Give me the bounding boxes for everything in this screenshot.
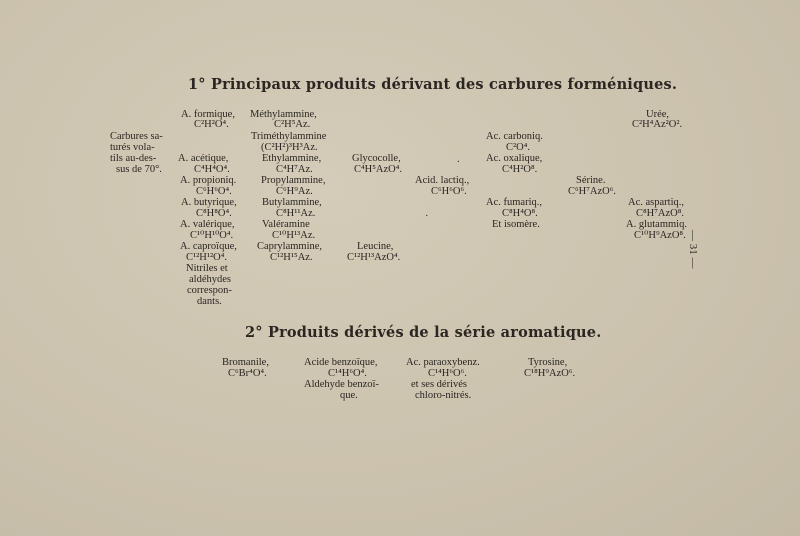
amine-valer-name: Valéramine bbox=[262, 219, 310, 230]
amine-propyl-name: Propylammine, bbox=[261, 175, 326, 186]
lactiq-formula: C⁶H⁶O⁶. bbox=[431, 186, 467, 197]
acid-valerique-name: A. valérique, bbox=[180, 219, 235, 230]
glycocolle-formula: C⁴H⁵AzO⁴. bbox=[354, 164, 403, 175]
aldehyde-benzoique-line-2: que. bbox=[340, 390, 358, 401]
amine-methyl-formula: C²H⁵Az. bbox=[274, 119, 311, 130]
benzoique-formula: C¹⁴H⁶O⁴. bbox=[328, 368, 367, 379]
bromanile-name: Bromanile, bbox=[222, 357, 269, 368]
carbures-line-4: sus de 70°. bbox=[116, 164, 162, 175]
lactiq-name: Acid. lactiq., bbox=[415, 175, 470, 186]
amine-trimethyl-name: Triméthylammine bbox=[251, 131, 327, 142]
section1-title: 1° Principaux produits dérivant des carbures forméniques. bbox=[188, 76, 678, 93]
acid-valerique-formula: C¹⁰H¹⁰O⁴. bbox=[190, 230, 234, 241]
paraoxy-name: Ac. paraoxybenz. bbox=[406, 357, 480, 368]
bromanile-formula: C⁶Br⁴O⁴. bbox=[228, 368, 267, 379]
amine-propyl-formula: C⁶H⁹Az. bbox=[276, 186, 313, 197]
oxalique-name: Ac. oxalique, bbox=[486, 153, 543, 164]
amine-methyl-name: Méthylammine, bbox=[250, 109, 317, 120]
paraoxy-derives-line-2: chloro-nitrés. bbox=[415, 390, 472, 401]
acid-butyrique-formula: C⁸H⁸O⁴. bbox=[196, 208, 232, 219]
amine-butyl-name: Butylammine, bbox=[262, 197, 322, 208]
acid-caproique-formula: C¹²H¹²O⁴. bbox=[186, 252, 228, 263]
leucine-formula: C¹²H¹³AzO⁴. bbox=[347, 252, 401, 263]
serine-formula: C⁶H⁷AzO⁶. bbox=[568, 186, 617, 197]
tyrosine-name: Tyrosine, bbox=[528, 357, 568, 368]
glutammiq-formula: C¹⁰H⁹AzO⁸. bbox=[634, 230, 686, 241]
oxalique-formula: C⁴H²O⁸. bbox=[502, 164, 538, 175]
aldehyde-benzoique-line-1: Aldehyde benzoï- bbox=[304, 379, 379, 390]
tyrosine-formula: C¹⁸H⁹AzO⁶. bbox=[524, 368, 576, 379]
carboniq-name: Ac. carboniq. bbox=[486, 131, 543, 142]
amine-ethyl-name: Ethylammine, bbox=[262, 153, 322, 164]
acid-formique-formula: C²H²O⁴. bbox=[194, 119, 229, 130]
acid-caproique-name: A. caproïque, bbox=[180, 241, 237, 252]
print-dot: . bbox=[457, 154, 460, 165]
leucine-name: Leucine, bbox=[357, 241, 394, 252]
paraoxy-derives-line-1: et ses dérivés bbox=[411, 379, 467, 390]
carbures-line-3: tils au-des- bbox=[110, 153, 157, 164]
aspartiq-name: Ac. aspartiq., bbox=[628, 197, 684, 208]
acid-propioniq-formula: C⁶H⁶O⁴. bbox=[196, 186, 232, 197]
carbures-line-2: turés vola- bbox=[110, 142, 155, 153]
amine-capryl-formula: C¹²H¹⁵Az. bbox=[270, 252, 313, 263]
paraoxy-formula: C¹⁴H⁶O⁶. bbox=[428, 368, 467, 379]
nitriles-line-4: dants. bbox=[197, 296, 222, 307]
fumariq-formula: C⁸H⁴O⁸. bbox=[502, 208, 538, 219]
fumariq-name: Ac. fumariq., bbox=[486, 197, 542, 208]
amine-butyl-formula: C⁸H¹¹Az. bbox=[276, 208, 316, 219]
acid-butyrique-name: A. butyrique, bbox=[181, 197, 237, 208]
nitriles-line-3: correspon- bbox=[187, 285, 232, 296]
nitriles-line-2: aldéhydes bbox=[189, 274, 231, 285]
amine-valer-formula: C¹⁰H¹³Az. bbox=[272, 230, 316, 241]
aspartiq-formula: C⁸H⁷AzO⁸. bbox=[636, 208, 685, 219]
acid-acetique-formula: C⁴H⁴O⁴. bbox=[194, 164, 230, 175]
page-number: — 31 — bbox=[687, 230, 699, 269]
acid-formique-name: A. formique, bbox=[181, 109, 235, 120]
uree-name: Urée, bbox=[646, 109, 670, 120]
amine-trimethyl-formula: (C²H²)³H³Az. bbox=[261, 142, 318, 153]
carboniq-formula: C²O⁴. bbox=[506, 142, 531, 153]
acid-propioniq-name: A. propioniq. bbox=[180, 175, 237, 186]
glycocolle-name: Glycocolle, bbox=[352, 153, 401, 164]
amine-capryl-name: Caprylammine, bbox=[257, 241, 323, 252]
carbures-line-1: Carbures sa- bbox=[110, 131, 163, 142]
benzoique-name: Acide benzoïque, bbox=[304, 357, 378, 368]
amine-ethyl-formula: C⁴H⁷Az. bbox=[276, 164, 313, 175]
serine-name: Sérine. bbox=[576, 175, 606, 186]
fumariq-isomere: Et isomère. bbox=[492, 219, 540, 230]
section2-title: 2° Produits dérivés de la série aromatique. bbox=[245, 324, 602, 341]
glutammiq-name: A. glutammiq. bbox=[626, 219, 687, 230]
acid-acetique-name: A. acétique, bbox=[178, 153, 229, 164]
uree-formula: C²H⁴Az²O². bbox=[632, 119, 683, 130]
nitriles-line-1: Nitriles et bbox=[186, 263, 228, 274]
print-dot: · bbox=[425, 211, 429, 222]
